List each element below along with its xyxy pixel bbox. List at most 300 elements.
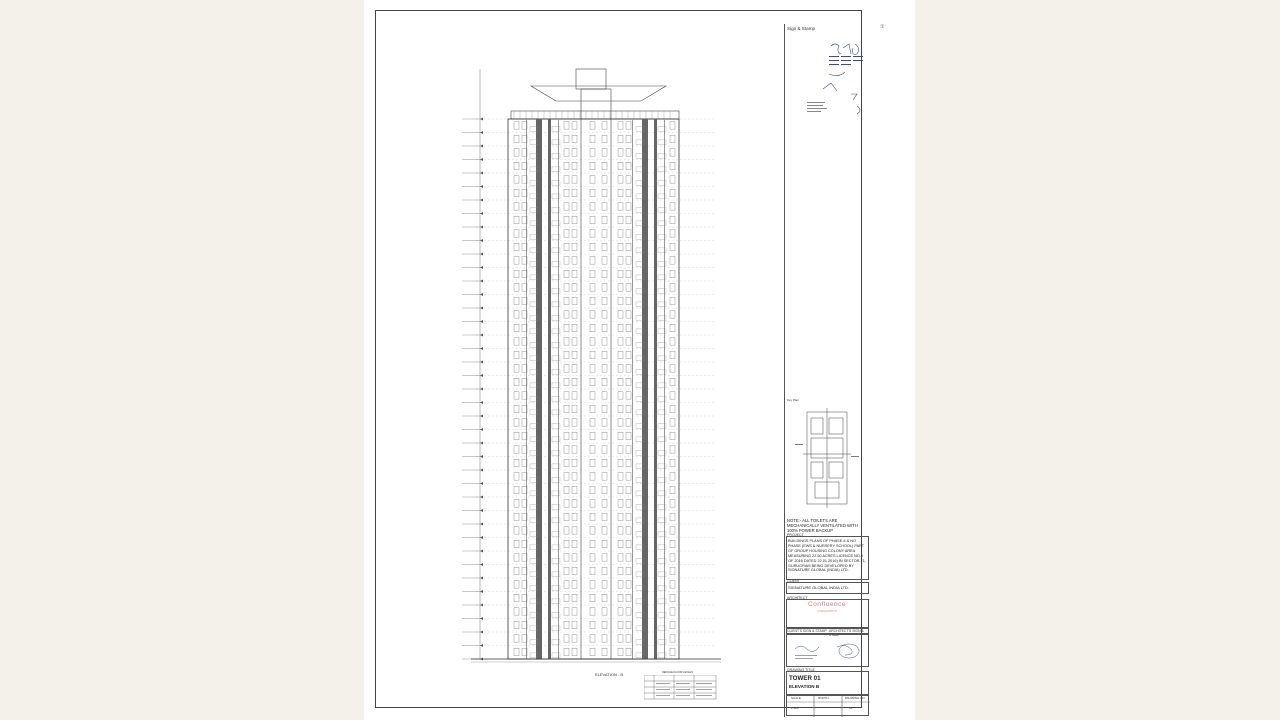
- window: [572, 351, 577, 358]
- window: [626, 189, 631, 196]
- window: [602, 446, 607, 453]
- window: [514, 338, 519, 345]
- window: [670, 405, 675, 412]
- vertical-fin: [536, 119, 542, 659]
- core-shaft: [581, 89, 611, 659]
- window: [602, 594, 607, 601]
- key-plan: [785, 404, 871, 514]
- window: [618, 648, 623, 655]
- window: [602, 297, 607, 304]
- window: [564, 338, 569, 345]
- window: [590, 500, 595, 507]
- window: [626, 527, 631, 534]
- window: [564, 189, 569, 196]
- window: [626, 257, 631, 264]
- window: [618, 176, 623, 183]
- window: [590, 378, 595, 385]
- window: [564, 405, 569, 412]
- window: [618, 554, 623, 561]
- window: [564, 486, 569, 493]
- window: [590, 648, 595, 655]
- window: [514, 135, 519, 142]
- window: [514, 216, 519, 223]
- window: [626, 608, 631, 615]
- window: [618, 122, 623, 129]
- window: [602, 635, 607, 642]
- window: [572, 608, 577, 615]
- window: [626, 284, 631, 291]
- window: [602, 581, 607, 588]
- window: [572, 635, 577, 642]
- window: [626, 243, 631, 250]
- window: [602, 270, 607, 277]
- window: [590, 122, 595, 129]
- window: [670, 554, 675, 561]
- level-arrow: [480, 118, 483, 121]
- window: [514, 513, 519, 520]
- window: [590, 338, 595, 345]
- window: [670, 648, 675, 655]
- window: [590, 392, 595, 399]
- elevation-title: ELEVATION B: [789, 684, 820, 689]
- level-arrow: [480, 455, 483, 458]
- level-arrow: [480, 415, 483, 418]
- window: [626, 405, 631, 412]
- note-text: NOTE:- ALL TOILETS ARE MECHANICALLY VENTILATED WITH 100% POWER BACKUP: [787, 518, 858, 533]
- level-arrow: [480, 212, 483, 215]
- level-arrow: [480, 482, 483, 485]
- window: [590, 459, 595, 466]
- window: [618, 311, 623, 318]
- window: [572, 554, 577, 561]
- window: [626, 176, 631, 183]
- level-arrow: [480, 604, 483, 607]
- scale-label: SCALE: [791, 696, 801, 700]
- window: [618, 419, 623, 426]
- window: [572, 122, 577, 129]
- window: [564, 500, 569, 507]
- window: [618, 527, 623, 534]
- window: [602, 540, 607, 547]
- window: [602, 567, 607, 574]
- window: [590, 608, 595, 615]
- window: [564, 324, 569, 331]
- window: [514, 567, 519, 574]
- window: [514, 378, 519, 385]
- level-arrow: [480, 145, 483, 148]
- window: [618, 392, 623, 399]
- window: [564, 554, 569, 561]
- roof-canopy: [531, 86, 666, 101]
- drawing-title-label: DRAWING TITLE: [787, 668, 815, 672]
- window: [590, 419, 595, 426]
- window: [590, 567, 595, 574]
- window: [572, 392, 577, 399]
- window: [670, 284, 675, 291]
- client-name: SIGNATURE GLOBAL INDIA LTD.: [788, 585, 850, 590]
- window: [602, 500, 607, 507]
- drawing-frame: [375, 10, 866, 710]
- window: [602, 608, 607, 615]
- window: [602, 554, 607, 561]
- window: [602, 176, 607, 183]
- level-arrow: [480, 577, 483, 580]
- window: [626, 635, 631, 642]
- window: [618, 162, 623, 169]
- window: [618, 270, 623, 277]
- window: [514, 270, 519, 277]
- window: [618, 581, 623, 588]
- refuge-table-title: REFUGE FLOOR LEVELS: [662, 671, 693, 674]
- window: [670, 567, 675, 574]
- window: [590, 176, 595, 183]
- architect-label: ARCHITECT: [787, 596, 808, 600]
- window: [618, 500, 623, 507]
- window: [572, 473, 577, 480]
- drawing-number-label: DRAWING NO.: [845, 696, 866, 700]
- level-arrow: [480, 199, 483, 202]
- window: [564, 608, 569, 615]
- window: [590, 527, 595, 534]
- window: [670, 392, 675, 399]
- window: [590, 446, 595, 453]
- key-plan-label: Key Plan: [787, 398, 800, 402]
- window: [590, 540, 595, 547]
- window: [564, 311, 569, 318]
- window: [572, 338, 577, 345]
- window: [514, 459, 519, 466]
- window: [564, 135, 569, 142]
- window: [626, 324, 631, 331]
- window: [602, 405, 607, 412]
- window: [514, 473, 519, 480]
- window: [564, 297, 569, 304]
- window: [572, 189, 577, 196]
- window: [572, 311, 577, 318]
- window: [626, 203, 631, 210]
- window: [564, 621, 569, 628]
- window: [572, 378, 577, 385]
- level-arrow: [480, 239, 483, 242]
- tower-title: TOWER 01: [789, 675, 821, 682]
- window: [602, 257, 607, 264]
- window: [602, 162, 607, 169]
- window: [514, 284, 519, 291]
- window: [590, 324, 595, 331]
- window: [590, 203, 595, 210]
- window: [572, 419, 577, 426]
- window: [564, 230, 569, 237]
- window: [670, 446, 675, 453]
- window: [564, 378, 569, 385]
- level-arrow: [480, 172, 483, 175]
- window: [602, 311, 607, 318]
- level-arrow: [480, 293, 483, 296]
- window: [670, 594, 675, 601]
- window: [514, 297, 519, 304]
- parapet: [511, 111, 679, 119]
- window: [626, 392, 631, 399]
- window: [626, 230, 631, 237]
- window: [626, 500, 631, 507]
- window: [626, 351, 631, 358]
- window: [572, 243, 577, 250]
- vertical-line: [632, 119, 633, 659]
- level-arrow: [480, 347, 483, 350]
- window: [590, 216, 595, 223]
- signature-box: [786, 634, 869, 667]
- level-arrow: [480, 536, 483, 539]
- window: [670, 608, 675, 615]
- window: [626, 554, 631, 561]
- level-arrow: [480, 644, 483, 647]
- window: [564, 365, 569, 372]
- window: [590, 486, 595, 493]
- level-arrow: [480, 266, 483, 269]
- window: [602, 648, 607, 655]
- window: [514, 608, 519, 615]
- window: [590, 581, 595, 588]
- window: [572, 162, 577, 169]
- window: [670, 243, 675, 250]
- window: [670, 621, 675, 628]
- level-arrow: [480, 590, 483, 593]
- window: [564, 567, 569, 574]
- window: [626, 594, 631, 601]
- window: [618, 540, 623, 547]
- window: [626, 648, 631, 655]
- window: [618, 149, 623, 156]
- window: [670, 338, 675, 345]
- window: [572, 567, 577, 574]
- window: [602, 527, 607, 534]
- window: [590, 297, 595, 304]
- window: [564, 594, 569, 601]
- window: [626, 270, 631, 277]
- window: [626, 621, 631, 628]
- level-arrow: [480, 361, 483, 364]
- window: [564, 635, 569, 642]
- window: [618, 446, 623, 453]
- window: [572, 540, 577, 547]
- window: [590, 365, 595, 372]
- window: [514, 527, 519, 534]
- window: [564, 473, 569, 480]
- window: [602, 216, 607, 223]
- window: [618, 473, 623, 480]
- window: [514, 257, 519, 264]
- window: [514, 648, 519, 655]
- level-arrow: [480, 523, 483, 526]
- window: [572, 257, 577, 264]
- window: [514, 635, 519, 642]
- level-arrow: [480, 307, 483, 310]
- window: [618, 189, 623, 196]
- window: [602, 486, 607, 493]
- window: [590, 135, 595, 142]
- window: [626, 567, 631, 574]
- window: [514, 176, 519, 183]
- window: [670, 459, 675, 466]
- window: [514, 392, 519, 399]
- window: [626, 216, 631, 223]
- window: [572, 216, 577, 223]
- window: [514, 311, 519, 318]
- window: [626, 513, 631, 520]
- window: [564, 257, 569, 264]
- window: [572, 581, 577, 588]
- window: [564, 581, 569, 588]
- window: [618, 513, 623, 520]
- window: [602, 122, 607, 129]
- window: [670, 257, 675, 264]
- window: [618, 567, 623, 574]
- window: [670, 635, 675, 642]
- window: [602, 338, 607, 345]
- window: [626, 122, 631, 129]
- window: [514, 324, 519, 331]
- window: [572, 405, 577, 412]
- window: [564, 648, 569, 655]
- window: [564, 527, 569, 534]
- window: [602, 324, 607, 331]
- window: [514, 486, 519, 493]
- drawing-sheet: [364, 0, 915, 720]
- window: [602, 513, 607, 520]
- window: [602, 284, 607, 291]
- window: [564, 513, 569, 520]
- client-label: CLIENT: [787, 579, 800, 583]
- window: [514, 162, 519, 169]
- window: [670, 419, 675, 426]
- project-description: BUILDINGS PLANS OF PHASE-II & NO PHASE (EWS & NURSERY SCHOOL) PART OF GROUP HOUSING COLONY AREA MEASURING 22.50 ACRES LICENCE NO.9 OF 2016 DATED 22.01.2016) IN SECTOR-71, GURUGRAM BEING DEVELOPED BY SIGNATURE GLOBAL (INDIA) LTD.: [788, 539, 866, 573]
- window: [602, 230, 607, 237]
- window: [572, 527, 577, 534]
- window: [670, 473, 675, 480]
- window: [670, 149, 675, 156]
- window: [618, 324, 623, 331]
- window: [564, 216, 569, 223]
- window: [618, 486, 623, 493]
- window: [626, 459, 631, 466]
- window: [618, 594, 623, 601]
- window: [618, 405, 623, 412]
- window: [564, 432, 569, 439]
- window: [618, 621, 623, 628]
- window: [670, 378, 675, 385]
- window: [590, 284, 595, 291]
- window: [514, 230, 519, 237]
- window: [618, 135, 623, 142]
- window: [514, 149, 519, 156]
- window: [618, 459, 623, 466]
- window: [670, 230, 675, 237]
- level-arrow: [480, 158, 483, 161]
- window: [602, 149, 607, 156]
- window: [670, 162, 675, 169]
- window: [602, 378, 607, 385]
- window: [514, 243, 519, 250]
- window: [572, 297, 577, 304]
- window: [602, 432, 607, 439]
- window: [590, 162, 595, 169]
- window: [670, 297, 675, 304]
- window: [564, 284, 569, 291]
- window: [514, 122, 519, 129]
- window: [670, 135, 675, 142]
- window: [670, 216, 675, 223]
- window: [626, 162, 631, 169]
- window: [618, 378, 623, 385]
- vertical-line: [526, 119, 527, 659]
- window: [564, 459, 569, 466]
- signatures: [787, 635, 870, 668]
- approval-stamps: [785, 34, 871, 144]
- window: [626, 135, 631, 142]
- window: [670, 324, 675, 331]
- window: [514, 365, 519, 372]
- window: [514, 351, 519, 358]
- window: [514, 581, 519, 588]
- window: [602, 621, 607, 628]
- window: [590, 635, 595, 642]
- window: [590, 243, 595, 250]
- level-arrow: [480, 401, 483, 404]
- page-marker: ①: [880, 24, 885, 30]
- window: [564, 270, 569, 277]
- window: [602, 459, 607, 466]
- window: [514, 405, 519, 412]
- window: [514, 203, 519, 210]
- window: [670, 500, 675, 507]
- architect-logo-sub: CONSULTANTS: [817, 610, 837, 613]
- window: [602, 365, 607, 372]
- window: [602, 419, 607, 426]
- window: [564, 176, 569, 183]
- window: [572, 176, 577, 183]
- level-arrow: [480, 374, 483, 377]
- window: [618, 203, 623, 210]
- architect-signature-label: ARCHITECT'S SIGN & STAMP: [829, 629, 864, 637]
- window: [572, 446, 577, 453]
- window: [514, 554, 519, 561]
- level-arrow: [480, 185, 483, 188]
- window: [670, 311, 675, 318]
- vertical-fin: [642, 119, 648, 659]
- level-arrow: [480, 550, 483, 553]
- window: [590, 594, 595, 601]
- window: [618, 338, 623, 345]
- window: [564, 392, 569, 399]
- window: [590, 621, 595, 628]
- window: [514, 594, 519, 601]
- window: [572, 621, 577, 628]
- window: [564, 351, 569, 358]
- window: [564, 540, 569, 547]
- window: [670, 527, 675, 534]
- level-arrow: [480, 428, 483, 431]
- level-arrow: [480, 226, 483, 229]
- window: [572, 459, 577, 466]
- window: [626, 365, 631, 372]
- window: [602, 351, 607, 358]
- window: [602, 392, 607, 399]
- level-arrow: [480, 131, 483, 134]
- window: [618, 257, 623, 264]
- window: [626, 581, 631, 588]
- window: [564, 122, 569, 129]
- window: [670, 270, 675, 277]
